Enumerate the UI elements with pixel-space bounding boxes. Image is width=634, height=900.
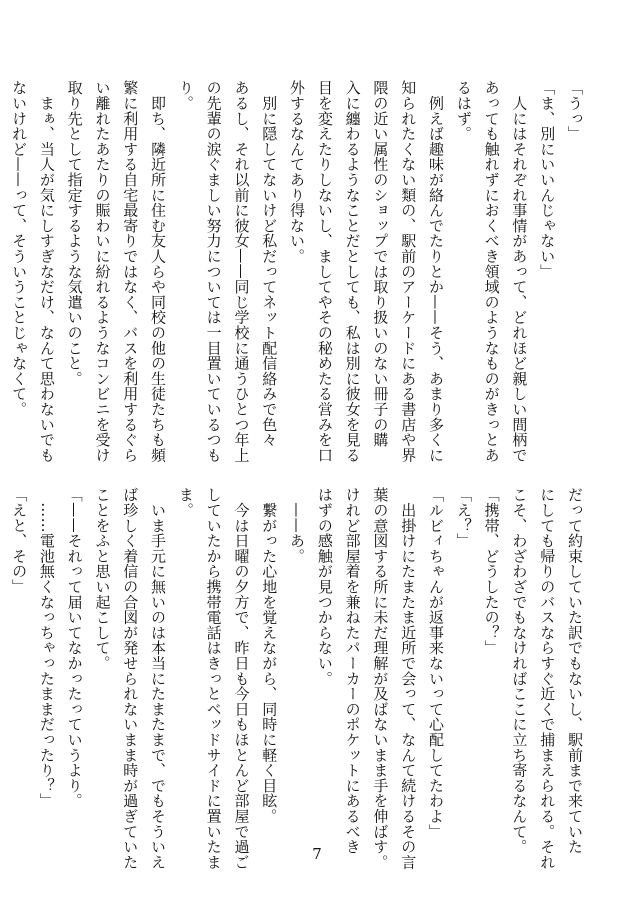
text-line: 「え？」 xyxy=(454,487,473,549)
text-line: 入に纏わるようなことだとしても、私は別に彼女を見る xyxy=(343,80,362,463)
text-line: 「——それって届いてなかったっていうより。 xyxy=(65,487,84,809)
text-line: 「ルビィちゃんが返事来ないって心配してたわよ」 xyxy=(427,487,446,839)
text-line: ことをふと思い起こして。 xyxy=(93,487,112,671)
text-line: 「携帯、どうしたの？」 xyxy=(482,487,501,656)
text-line: にしても帰りのバスならすぐ近くで捕まえられる。それ xyxy=(538,487,557,870)
text-line: ないけれど——って、そういうことじゃなくて。 xyxy=(10,80,29,417)
text-line: の先輩の涙ぐましい努力については一目置いているつも xyxy=(204,80,223,463)
text-line: 知られたくない類の、駅前のアーケードにある書店や界 xyxy=(399,80,418,463)
text-line: 「ま、別にいいんじゃない」 xyxy=(538,80,557,279)
text-block-lower xyxy=(0,487,588,870)
text-line: こそ、わざわざでもなければここに立ち寄るなんて。 xyxy=(510,487,529,855)
text-line: あるし、それ以前に彼女——同じ学校に通うひとつ年上 xyxy=(232,80,251,463)
text-line: 繁に利用する自宅最寄りではなく、バスを利用するぐら xyxy=(121,80,140,463)
text-line: していたから携帯電話はきっとベッドサイドに置いたま xyxy=(204,487,223,870)
text-line: 例えば趣味が絡んでたりとか——そう、あまり多くに xyxy=(427,80,446,463)
text-line: まぁ、当人が気にしすぎなだけ、なんて思わないでも xyxy=(37,80,56,463)
text-line: はずの感触が見つからない。 xyxy=(315,487,334,686)
text-line: あっても触れずにおくべき領域のようなものがきっとあ xyxy=(482,80,501,463)
text-line: 出掛けにたまたま近所で会って、なんて続けるその言 xyxy=(399,487,418,870)
text-line: 繋がった心地を覚えながら、同時に軽く目眩。 xyxy=(260,487,279,824)
text-line: 隈の近い属性のショップでは取り扱いのない冊子の購 xyxy=(371,80,390,448)
page-number: 7 xyxy=(312,845,322,863)
text-line: 「うっ」 xyxy=(566,80,584,142)
text-line: ば珍しく着信の合図が発せられないまま時が過ぎていた xyxy=(121,487,140,870)
text-line: 人にはそれぞれ事情があって、どれほど親しい間柄で xyxy=(510,80,529,463)
text-line: けれど部屋着を兼ねたパーカーのポケットにあるべき xyxy=(343,487,362,855)
text-line: 別に隠してないけど私だってネット配信絡みで色々 xyxy=(260,80,279,448)
text-line: るはず。 xyxy=(454,80,473,142)
text-line xyxy=(0,487,4,842)
text-line: り。 xyxy=(176,80,195,111)
text-line: ——あ。 xyxy=(288,487,307,564)
text-block-upper xyxy=(0,80,588,463)
text-line: いま手元に無いのは本当にたまたまで、でもそういえ xyxy=(149,487,168,870)
text-line: い離れたあたりの賑わいに紛れるようなコンビニを受け xyxy=(93,80,112,463)
text-line: ま。 xyxy=(176,487,195,518)
text-line: 取り先として指定するような気遣いのこと。 xyxy=(65,80,84,386)
text-line: 目を変えたりしないし、ましてやその秘めたる営みを口 xyxy=(315,80,334,463)
text-line: 今は日曜の夕方で、昨日も今日もほとんど部屋で過ご xyxy=(232,487,251,870)
text-line: 「えと、その」 xyxy=(10,487,29,595)
text-line: だって約束していた訳でもないし、駅前まで来ていた xyxy=(566,487,584,855)
text-line: 葉の意図する所に未だ理解が及ばないまま手を伸ばす。 xyxy=(371,487,390,870)
text-line: ……電池無くなっちゃったままだったり？」 xyxy=(37,487,56,809)
text-line: 即ち、隣近所に住む友人らや同校の他の生徒たちも頻 xyxy=(149,80,168,463)
text-line: 外するなんてあり得ない。 xyxy=(288,80,307,264)
